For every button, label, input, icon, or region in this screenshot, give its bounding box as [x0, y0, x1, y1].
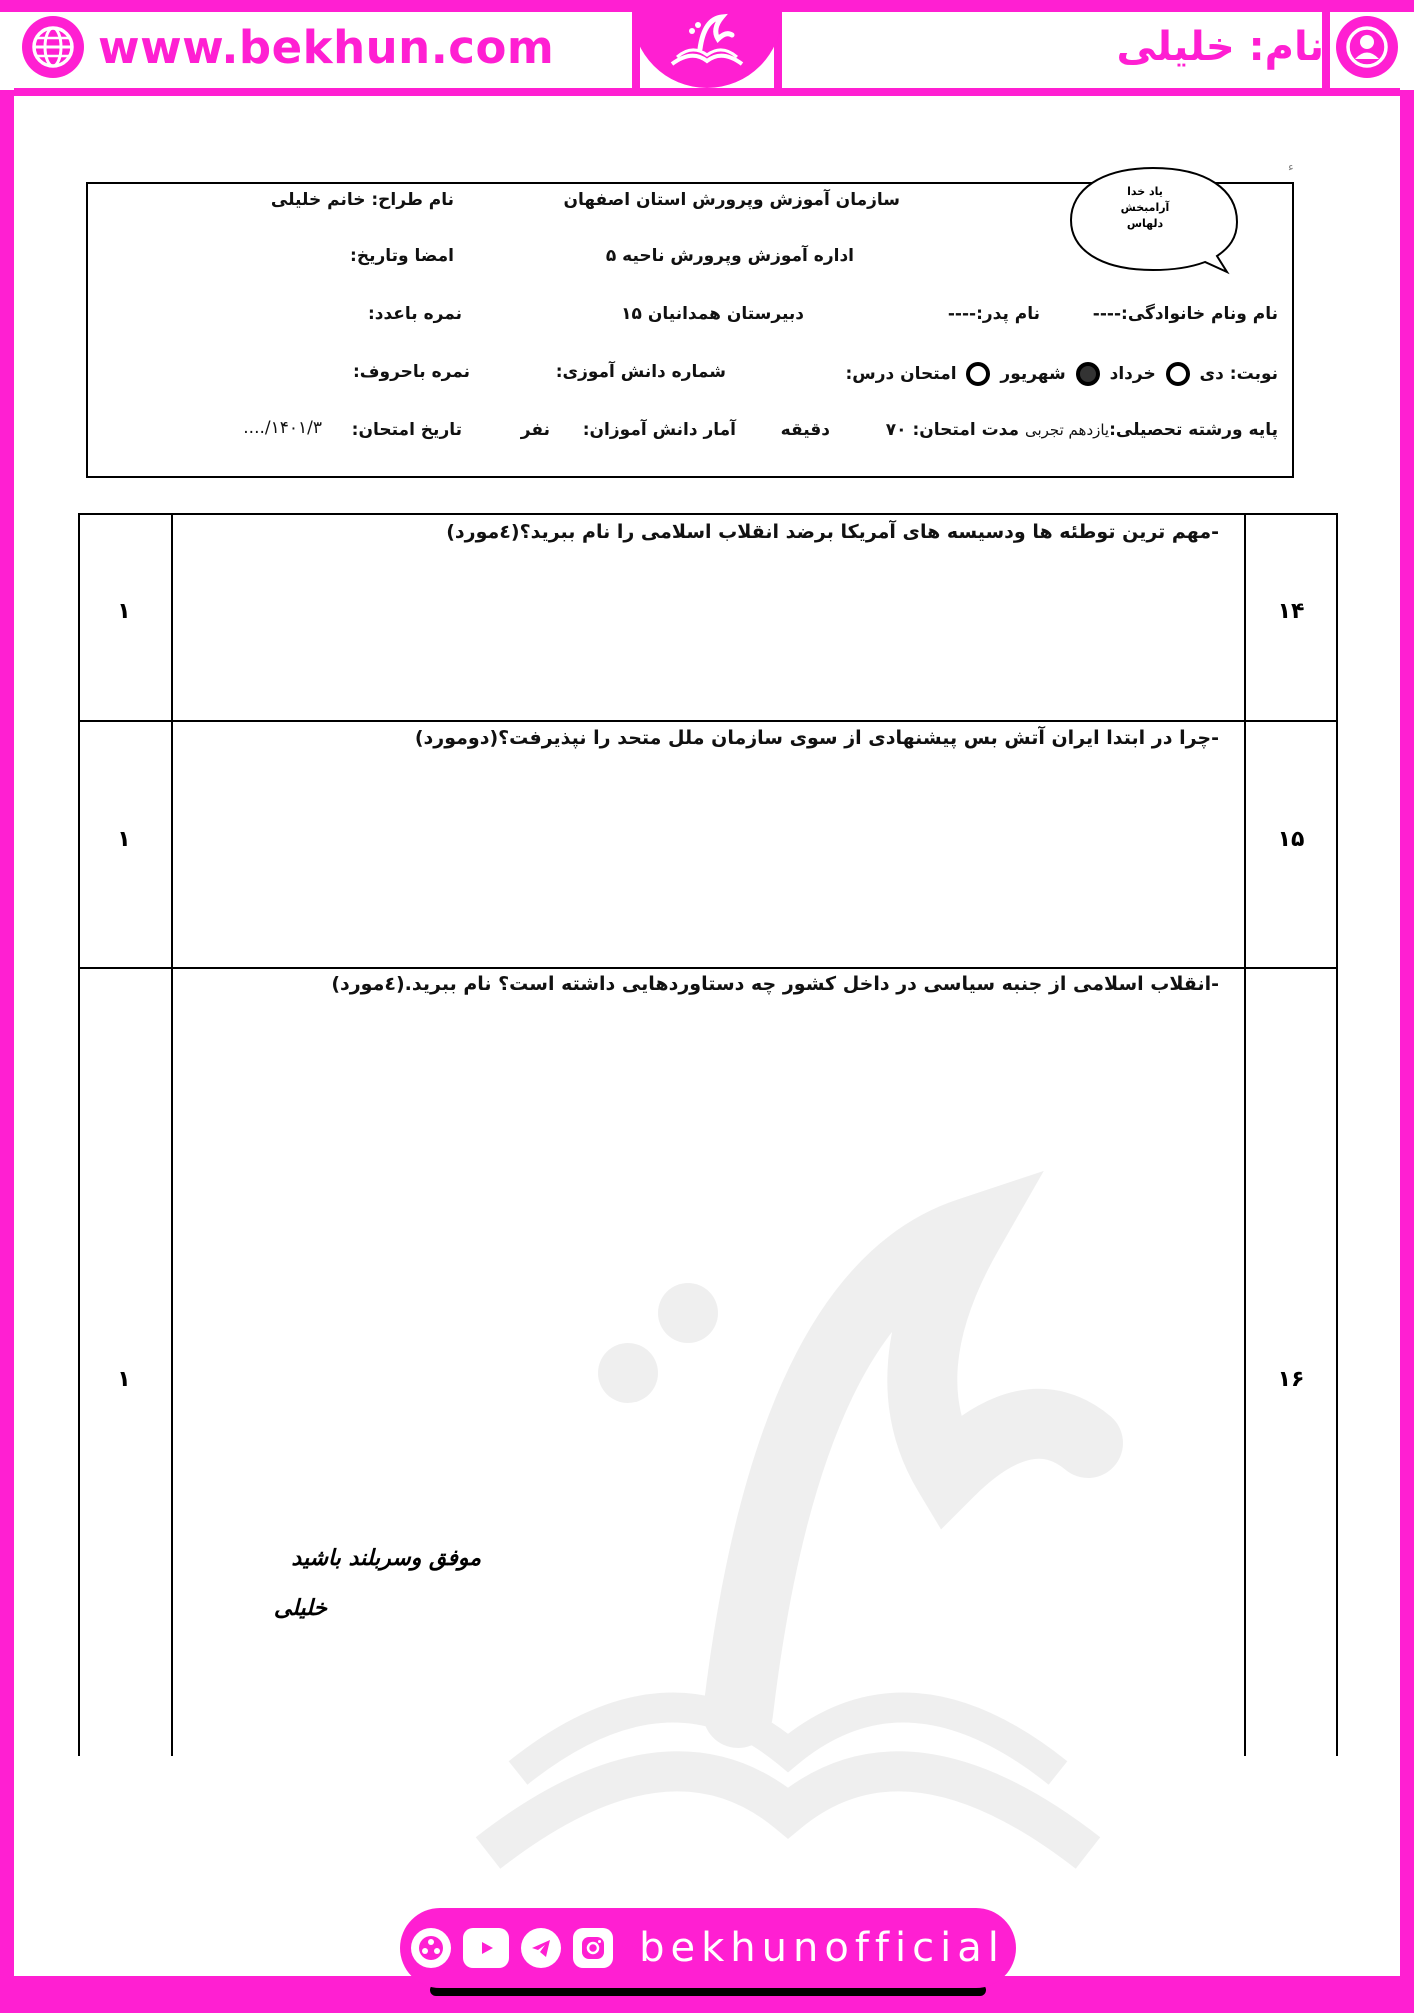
radio-dey-icon[interactable] — [1166, 362, 1190, 386]
exam-turn: نوبت: دی خرداد شهریور امتحان درس: — [845, 364, 1278, 384]
designer-name: نام طراح: خانم خلیلی — [270, 190, 454, 210]
father-name-field: نام پدر:---- — [947, 304, 1040, 324]
dept-title: اداره آموزش وپرورش ناحیه ۵ — [605, 246, 854, 266]
student-name: نام: خلیلی — [1116, 24, 1324, 70]
question-number: ۱۶ — [1277, 1367, 1305, 1392]
student-name-badge — [1116, 14, 1398, 80]
globe-icon — [22, 16, 84, 78]
student-stats-label: آمار دانش آموزان: — [582, 420, 736, 440]
radio-khordad-icon[interactable] — [1076, 362, 1100, 386]
social-bar[interactable] — [400, 1908, 1016, 1988]
site-url[interactable]: www.bekhun.com — [98, 20, 555, 74]
page-mark: ء — [1288, 160, 1294, 174]
minutes-label: دقیقه — [780, 420, 830, 440]
question-number: ۱۴ — [1277, 599, 1305, 624]
question-score: ۱ — [117, 1367, 131, 1392]
exam-date-value: ۱۴۰۱/۳/.... — [243, 418, 322, 438]
closing-message: موفق وسربلند باشید — [291, 1545, 481, 1571]
org-title: سازمان آموزش وپرورش استان اصفهان — [563, 190, 900, 210]
question-score: ۱ — [117, 827, 131, 852]
site-link[interactable] — [22, 14, 554, 80]
grade-field: پایه ورشته تحصیلی:یازدهم تجربی مدت امتحان: ۷۰ — [885, 420, 1278, 440]
student-number-label: شماره دانش آموزی: — [555, 362, 726, 382]
book-logo-icon — [652, 9, 762, 79]
question-text: -چرا در ابتدا ایران آتش بس پیشنهادی از سوی سازمان ملل متحد را نپذیرفت؟(دومورد) — [414, 727, 1219, 749]
score-digits-label: نمره باعدد: — [367, 304, 462, 324]
user-icon — [1336, 16, 1398, 78]
question-text: -انقلاب اسلامی از جنبه سیاسی در داخل کشور چه دستاوردهایی داشته است؟ نام ببرید.(٤مورد) — [331, 973, 1219, 995]
social-handle[interactable]: bekhunofficial — [639, 1925, 1005, 1971]
closing-signature: خلیلی — [273, 1595, 327, 1621]
lastname-field: نام ونام خانوادگی:---- — [1092, 304, 1278, 324]
exam-date-label: تاریخ امتحان: — [351, 420, 462, 440]
question-table — [78, 513, 1337, 1756]
school-name: دبیرستان همدانیان ۱۵ — [621, 304, 804, 324]
question-text: -مهم ترین توطئه ها ودسیسه های آمریکا برضد انقلاب اسلامی را نام ببرید؟(٤مورد) — [446, 521, 1219, 543]
youtube-icon[interactable] — [463, 1928, 509, 1968]
people-label: نفر — [520, 420, 550, 440]
radio-shahrivar-icon[interactable] — [966, 362, 990, 386]
sign-date-label: امضا وتاریخ: — [350, 246, 454, 266]
telegram-icon[interactable] — [521, 1928, 561, 1968]
top-bar — [0, 0, 1414, 90]
aparat-icon[interactable] — [411, 1928, 451, 1968]
instagram-icon[interactable] — [573, 1928, 613, 1968]
question-score: ۱ — [117, 599, 131, 624]
bubble-text: یاد خدا آرامبخش دلهاس — [1120, 185, 1170, 230]
brand-logo — [632, 0, 782, 88]
question-number: ۱۵ — [1277, 827, 1305, 852]
score-words-label: نمره باحروف: — [352, 362, 470, 382]
watermark-logo-icon — [408, 1113, 1168, 2013]
